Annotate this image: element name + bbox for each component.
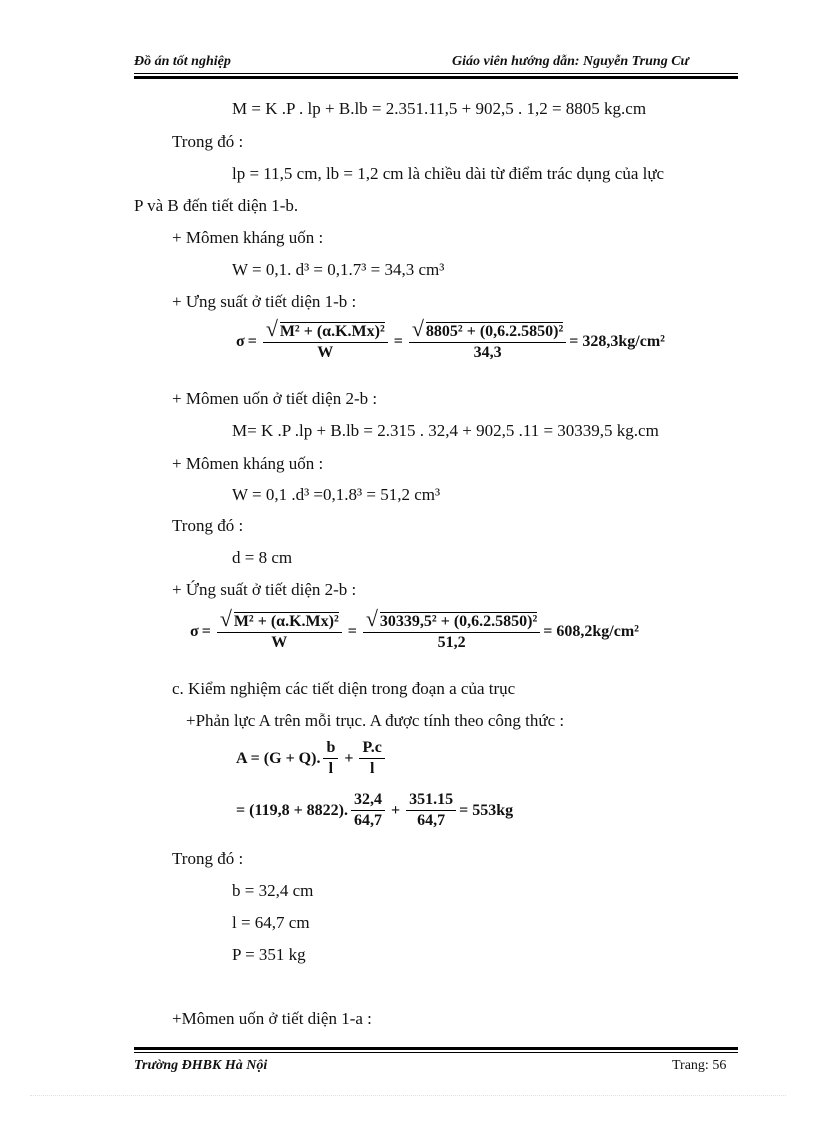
stress-fraction-values: √ 8805² + (0,6.2.5850)² 34,3 xyxy=(409,322,566,361)
moment-equation-2b: M= K .P .lp + B.lb = 2.315 . 32,4 + 902,5 .11 = 30339,5 kg.cm xyxy=(232,421,659,440)
header-right: Giáo viên hướng dẫn: Nguyễn Trung Cư xyxy=(452,54,689,69)
sigma-symbol: σ xyxy=(236,332,245,350)
reaction-calculation: = (119,8 + 8822). $\frac{32,4}{64,7}$ + $\frac{351.15}{64,7}$ = 553kg xyxy=(236,791,514,829)
reaction-formula: A = (G + Q). $\frac{b}{l}$ + $\frac{P.c}{l}$ xyxy=(236,740,388,777)
moment-equation-1b: M = K .P . lp + B.lb = 2.351.11,5 + 902,5 . 1,2 = 8805 kg.cm xyxy=(232,99,647,118)
stress-equation-1b: σ = √ M² + (α.K.Mx)² W = √ 8805² + (0,6.2.5850)² 34,3 = 328,3kg/cm² xyxy=(236,316,665,361)
text-lp-lb-definition: lp = 11,5 cm, lb = 1,2 cm là chiều dài từ điểm trác dụng của lực xyxy=(232,164,665,183)
footer-rule-thick xyxy=(134,1047,738,1050)
text-reaction-formula-intro: +Phản lực A trên mỗi trục. A được tính theo công thức : xyxy=(186,711,565,730)
stress-fraction-general: √ M² + (α.K.Mx)² W xyxy=(217,612,342,651)
heading-stress-2b: + Ứng suất ở tiết diện 2-b : xyxy=(172,580,357,599)
stress-fraction-values: √ 30339,5² + (0,6.2.5850)² 51,2 xyxy=(363,612,540,651)
text-trong-do-2: Trong đó : xyxy=(172,516,244,535)
heading-stress-1b: + Ưng suất ở tiết diện 1-b : xyxy=(172,292,357,311)
header-rule-thin xyxy=(134,73,738,74)
fraction-b-over-l: $\frac{b}{l}$ xyxy=(323,740,338,777)
header-left: Đồ án tốt nghiệp xyxy=(134,54,231,69)
footer-rule-thin xyxy=(134,1052,738,1053)
heading-moment-1a: +Mômen uốn ở tiết diện 1-a : xyxy=(172,1009,372,1028)
reaction-result: = 553kg xyxy=(459,801,514,819)
footer-school: Trường ĐHBK Hà Nội xyxy=(134,1058,268,1073)
stress-result: = 608,2kg/cm² xyxy=(543,622,639,640)
heading-section-c: c. Kiểm nghiệm các tiết diện trong đoạn a của trục xyxy=(172,679,516,698)
fraction-values-2: $\frac{351.15}{64,7}$ xyxy=(406,792,456,829)
sigma-symbol: σ xyxy=(190,622,199,640)
text-p-b-continuation: P và B đến tiết diện 1-b. xyxy=(134,196,299,215)
fraction-pc-over-l: $\frac{P.c}{l}$ xyxy=(359,740,384,777)
heading-section-modulus-1: + Mômen kháng uốn : xyxy=(172,228,324,247)
text-trong-do-3: Trong đó : xyxy=(172,849,244,868)
text-d-value: d = 8 cm xyxy=(232,548,293,567)
page-edge-dotted-line xyxy=(30,1095,786,1096)
stress-result: = 328,3kg/cm² xyxy=(569,332,665,350)
page-number: Trang: 56 xyxy=(672,1058,727,1073)
text-l-value: l = 64,7 cm xyxy=(232,913,310,932)
heading-section-modulus-2: + Mômen kháng uốn : xyxy=(172,454,324,473)
text-trong-do-1: Trong đó : xyxy=(172,132,244,151)
heading-moment-2b: + Mômen uốn ở tiết diện 2-b : xyxy=(172,389,378,408)
section-modulus-equation-1: W = 0,1. d³ = 0,1.7³ = 34,3 cm³ xyxy=(232,260,445,279)
text-b-value: b = 32,4 cm xyxy=(232,881,314,900)
stress-fraction-general: √ M² + (α.K.Mx)² W xyxy=(263,322,388,361)
fraction-values-1: $\frac{32,4}{64,7}$ xyxy=(351,792,385,829)
stress-equation-2b: σ = √ M² + (α.K.Mx)² W = √ 30339,5² + (0,6.2.5850)² 51,2 = 608,2kg/cm² xyxy=(190,606,639,651)
text-p-value: P = 351 kg xyxy=(232,945,306,964)
header-rule-thick xyxy=(134,76,738,79)
section-modulus-equation-2: W = 0,1 .d³ =0,1.8³ = 51,2 cm³ xyxy=(232,485,441,504)
